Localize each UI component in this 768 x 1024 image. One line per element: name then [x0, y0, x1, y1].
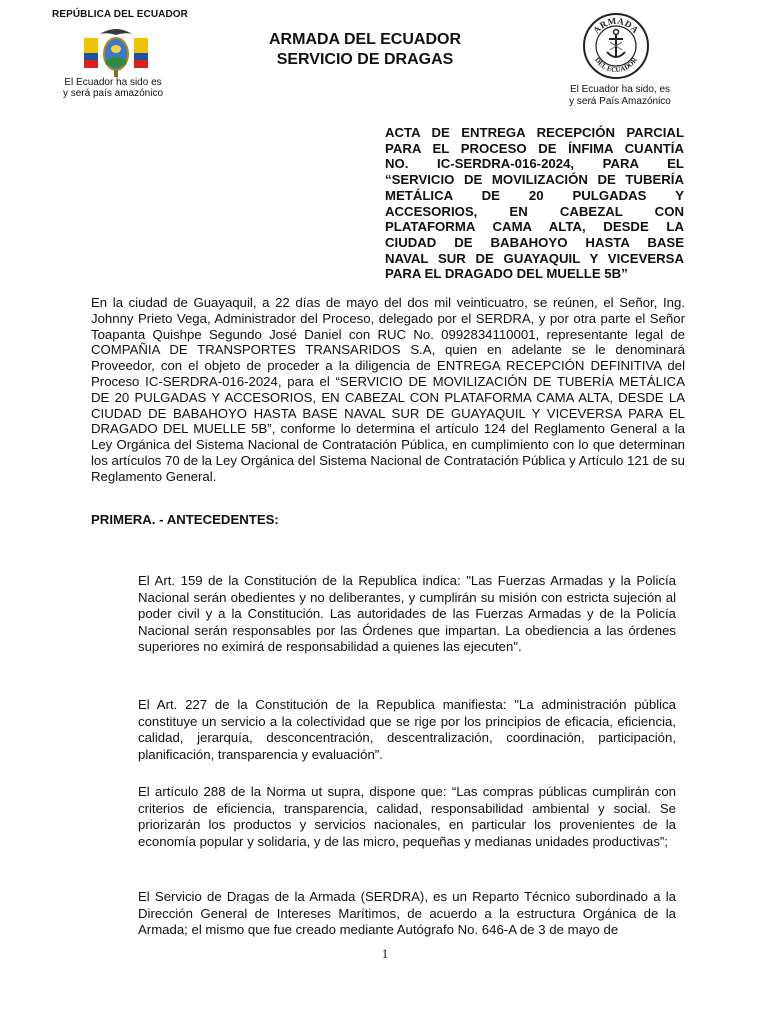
country-label: REPÚBLICA DEL ECUADOR	[52, 9, 188, 20]
paragraph-serdra: El Servicio de Dragas de la Armada (SERDRA), es un Reparto Técnico subordinado a la Dirección General de Intereses Marítimos, de acuerdo a la estructura Orgánica de la Armada; el mismo que fue creado mediante Autógrafo No. 646-A de 3 de mayo de	[138, 889, 676, 938]
title-line: PARA EL DRAGADO DEL MUELLE 5B”	[385, 266, 628, 282]
navy-seal-icon	[582, 12, 650, 80]
left-motto	[48, 77, 178, 99]
intro-paragraph: En la ciudad de Guayaquil, a 22 días de mayo del dos mil veinticuatro, se reúnen, el Señor, Ing. Johnny Prieto Vega, Administrador del Proceso, delegado por el SERDRA, y por otra parte el Señor Toapanta Quishpe Segundo José Daniel con RUC No. 0992834110001, representante legal de COMPAÑIA DE TRANSPORTES TRANSARIDOS S.A, quien en adelante se le denominará Proveedor, con el objeto de proceder a la diligencia de ENTREGA RECEPCIÓN DEFINITIVA del Proceso IC-SERDRA-016-2024, para el “SERVICIO DE MOVILIZACIÓN DE TUBERÍA METÁLICA DE 20 PULGADAS Y ACCESORIOS, EN CABEZAL CON PLATAFORMA CAMA ALTA, DESDE LA CIUDAD DE BABAHOYO HASTA BASE NAVAL SUR DE GUAYAQUIL Y VICEVERSA PARA EL DRAGADO DEL MUELLE 5B”, conforme lo determina el artículo 124 del Reglamento General a la Ley Orgánica del Sistema Nacional de Contratación Pública, en cumplimiento con lo que determinan los artículos 70 de la Ley Orgánica del Sistema Nacional de Contratación Pública y Artículo 121 de su Reglamento General.	[91, 295, 685, 484]
org-title-line1: ARMADA DEL ECUADOR	[269, 31, 461, 48]
org-title-line2: SERVICIO DE DRAGAS	[276, 51, 454, 68]
document-title	[385, 125, 684, 282]
title-line: NO. IC-SERDRA-016-2024, PARA EL	[385, 156, 684, 172]
paragraph-art-159: El Art. 159 de la Constitución de la Republica indica: "Las Fuerzas Armadas y la Policía Nacional serán obedientes y no deliberantes, y cumplirán su misión con estricta sujeción al poder civil y a la Constitución. Las autoridades de las Fuerzas Armadas y de la Policía Nacional serán responsables por las Órdenes que impartan. La obediencia a las órdenes superiores no eximirá de responsabilidad a quienes las ejecuten".	[138, 573, 676, 655]
title-line: CIUDAD DE BABAHOYO HASTA BASE	[385, 234, 684, 250]
seal-text-bottom: DEL ECUADOR	[593, 56, 639, 75]
title-line: “SERVICIO DE MOVILIZACIÓN DE TUBERÍA	[385, 172, 684, 188]
section-heading: PRIMERA. - ANTECEDENTES:	[91, 512, 279, 527]
right-motto	[550, 84, 690, 108]
title-line: PARA EL PROCESO DE ÍNFIMA CUANTÍA	[385, 140, 684, 156]
title-line: PLATAFORMA CAMA ALTA, DESDE LA	[385, 219, 684, 235]
paragraph-art-288: El artículo 288 de la Norma ut supra, dispone que: “Las compras públicas cumplirán con criterios de eficiencia, transparencia, calidad, responsabilidad ambiental y social. Se priorizarán los productos y servicios nacionales, en particular los provenientes de la economía popular y solidaria, y de las micro, pequeñas y medianas unidades productivas”;	[138, 784, 676, 849]
title-line: ACTA DE ENTREGA RECEPCIÓN PARCIAL	[385, 125, 684, 140]
right-motto-line2: y será País Amazónico	[569, 96, 671, 107]
title-line: ACCESORIOS, EN CABEZAL CON	[385, 203, 684, 219]
seal-text-top: ARMADA	[591, 15, 641, 36]
page-number: 1	[381, 946, 389, 961]
title-line: METÁLICA DE 20 PULGADAS Y	[385, 187, 684, 203]
left-motto-line1: El Ecuador ha sido es	[64, 77, 162, 88]
paragraph-art-227: El Art. 227 de la Constitución de la Republica manifiesta: "La administración pública constituye un servicio a la colectividad que se rige por los principios de eficacia, eficiencia, calidad, jerarquía, desconcentración, descentralización, coordinación, participación, planificación, transparencia y evaluación”.	[138, 697, 676, 762]
organization-title	[200, 30, 530, 70]
left-motto-line2: y será país amazónico	[62, 88, 164, 99]
right-motto-line1: El Ecuador ha sido, es	[569, 84, 671, 95]
title-line: NAVAL SUR DE GUAYAQUIL Y VICEVERSA	[385, 250, 684, 266]
coat-of-arms-icon	[80, 24, 152, 78]
